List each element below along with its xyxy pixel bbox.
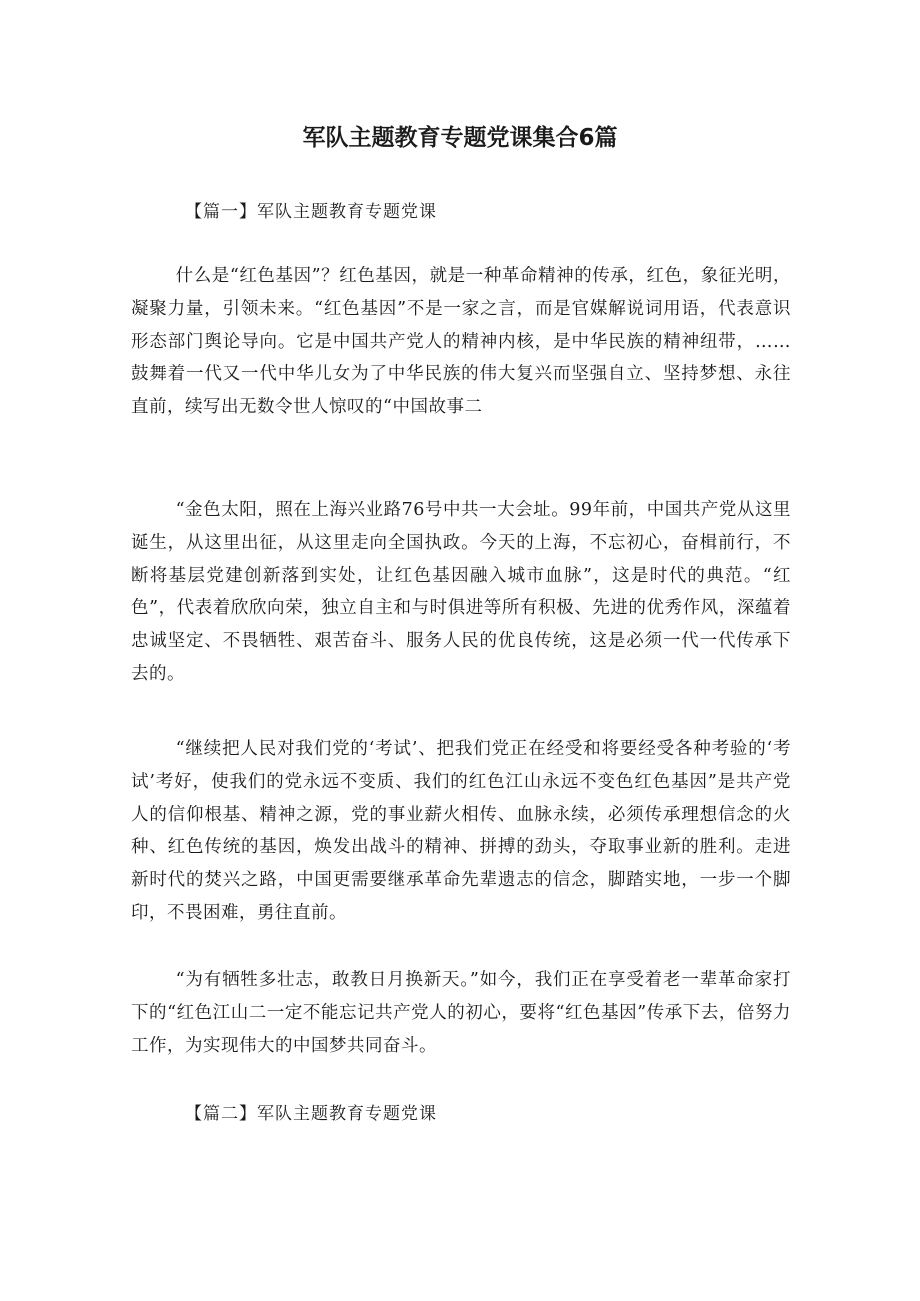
paragraph-1: 什么是“红色基因”？红色基因，就是一种革命精神的传承，红色，象征光明，凝聚力量，引领未来。“红色基因”不是一家之言，而是官媒解说词用语，代表意识形态部门舆论导向。它是中国共产党人的精神内核，是中华民族的精神纽带，……鼓舞着一代又一代中华儿女为了中华民族的伟大复兴而坚强自立、坚持梦想、永往直前，续写出无数令世人惊叹的“中国故事二: [131, 266, 791, 418]
paragraph-3: “继续把人民对我们党的‘考试’、把我们党正在经受和将要经受各种考验的‘考试’考好，使我们的党永远不变质、我们的红色江山永远不变色红色基因”是共产党人的信仰根基、精神之源，党的事业薪火相传、血脉永续，必须传承理想信念的火种、红色传统的基因，焕发出战斗的精神、拼搏的劲头，夺取事业新的胜利。走进新时代的焚兴之路，中国更需要继承革命先辈遗志的信念，脚踏实地，一步一个脚印，不畏困难，勇往直前。: [131, 739, 791, 923]
paragraph-4: “为有牺牲多壮志，敢教日月换新天。”如今，我们正在享受着老一辈革命家打下的“红色江山二一定不能忘记共产党人的初心，要将“红色基因”传承下去，倍努力工作，为实现伟大的中国梦共同奋斗。: [131, 970, 791, 1056]
section-heading-2: 【篇二】军队主题教育专题党课: [185, 1104, 437, 1124]
section-heading-1: 【篇一】军队主题教育专题党课: [185, 202, 437, 222]
document-title: 军队主题教育专题党课集合6篇: [302, 125, 618, 151]
paragraph-2: “金色太阳，照在上海兴业路76号中共一大会址。99年前，中国共产党从这里诞生，从这里出征，从这里走向全国执政。今天的上海，不忘初心，奋楫前行，不断将基层党建创新落到实处，让红色基因融入城市血脉”，这是时代的典范。“红色”，代表着欣欣向荣，独立自主和与时俱进等所有积极、先进的优秀作风，深蕴着忠诚坚定、不畏牺牲、艰苦奋斗、服务人民的优良传统，这是必须一代一代传承下去的。: [131, 500, 791, 684]
